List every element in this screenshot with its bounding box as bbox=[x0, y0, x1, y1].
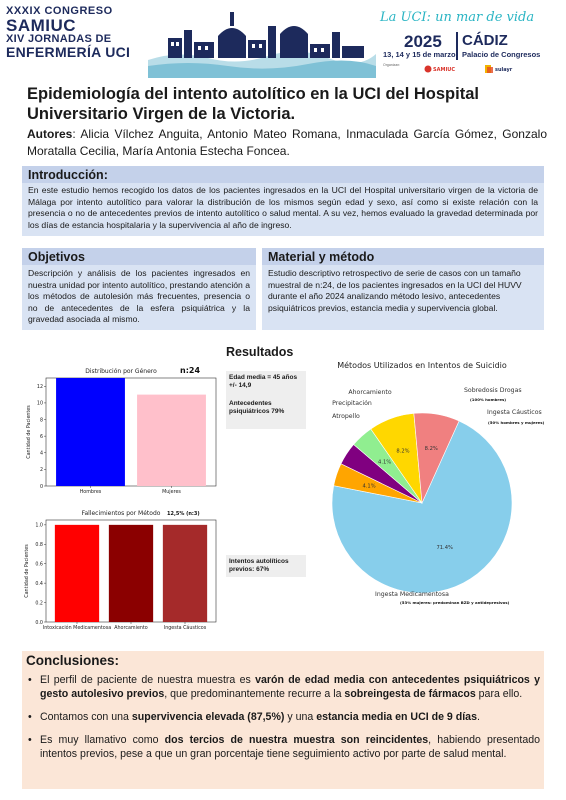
y-tick-label: 10 bbox=[36, 401, 43, 407]
age-stats-box bbox=[226, 371, 306, 429]
y-tick-label: 4 bbox=[39, 451, 43, 457]
y-tick-label: 0.4 bbox=[35, 581, 43, 587]
pie-label: Ingesta Cáusticos bbox=[487, 409, 542, 416]
previous-attempts-stat: Intentos autolíticos previos: 67% bbox=[229, 558, 289, 573]
conclusions-title: Conclusiones: bbox=[26, 653, 120, 668]
svg-text:sulayr: sulayr bbox=[495, 67, 513, 73]
congress-logo bbox=[6, 6, 136, 59]
poster-title: Epidemiología del intento autolítico en la UCI del Hospital Universitario Virgen de la Victoria. bbox=[27, 85, 479, 123]
conclusion-highlight: supervivencia elevada (87,5%) bbox=[131, 711, 285, 723]
chart-annotation: n:24 bbox=[180, 366, 201, 375]
bar-mujeres bbox=[137, 395, 206, 486]
mean-age-stat: Edad media = 45 años +/- 14,9 bbox=[229, 374, 298, 389]
results-title: Resultados bbox=[226, 345, 294, 359]
conclusion-highlight: varón de edad media con antecedentes psiquiátricos y gesto autolesivo previos bbox=[40, 674, 540, 700]
cadiz-skyline-illustration bbox=[148, 0, 376, 78]
conclusion-item bbox=[28, 710, 540, 724]
conclusion-item bbox=[28, 673, 540, 701]
header-divider bbox=[456, 32, 458, 60]
congress-line-3: XIV JORNADAS DE bbox=[6, 33, 112, 45]
congress-city: CÁDIZ bbox=[462, 32, 508, 49]
methods-text: Estudio descriptivo retrospectivo de serie de casos con un tamaño muestral de n:24, de los pacientes ingresados en la UCI del HUVV durante el año 2024 analizando método lesivo, antecedentes psiquiátricos previos, estancia media y supervivencia global. bbox=[268, 268, 522, 313]
conclusion-highlight: sobreingesta de fármacos bbox=[344, 688, 476, 700]
pie-note: (53% mujeres: predominan BZD y antidepresivos) bbox=[400, 600, 510, 605]
x-tick-label: Mujeres bbox=[162, 490, 181, 495]
y-axis-label: Cantidad de Pacientes bbox=[27, 405, 32, 459]
conclusion-text: El perfil de paciente de nuestra muestra es bbox=[40, 674, 256, 686]
deaths-by-method-chart bbox=[22, 508, 222, 636]
pie-label: Ahorcamiento bbox=[348, 389, 392, 396]
samiuc-logo bbox=[424, 64, 456, 74]
tagline: La UCI: un mar de vida bbox=[380, 10, 535, 25]
y-tick-label: 1.0 bbox=[35, 523, 43, 529]
authors-list: : Alicia Vílchez Anguita, Antonio Mateo Romana, Inmaculada García Gómez, Gonzalo Moratalla Cecilia, María Antonia Estecha Foncea. bbox=[27, 127, 547, 158]
methods-title: Material y método bbox=[262, 248, 544, 265]
x-tick-label: Ingesta Cáusticos bbox=[163, 626, 207, 631]
y-tick-label: 0.2 bbox=[35, 601, 43, 607]
congress-year: 2025 bbox=[404, 32, 442, 51]
authors-label: Autores bbox=[27, 127, 73, 141]
congress-line-4: ENFERMERÍA UCI bbox=[6, 44, 131, 60]
conclusion-text: , que predominantemente recurre a la bbox=[164, 688, 345, 700]
authors bbox=[27, 126, 547, 160]
suicide-methods-pie-chart bbox=[300, 358, 558, 640]
congress-line-1: XXXIX CONGRESO bbox=[6, 5, 113, 17]
chart-annotation: 12,5% (n:3) bbox=[167, 511, 200, 517]
bar-ingesta-c-usticos bbox=[163, 525, 207, 622]
pie-pct-label: 8.2% bbox=[396, 448, 410, 455]
conclusion-text: . bbox=[476, 711, 480, 723]
conclusion-item bbox=[28, 733, 540, 761]
bar-ahorcamiento bbox=[109, 525, 153, 622]
y-tick-label: 6 bbox=[39, 434, 43, 440]
pie-label: Precipitación bbox=[332, 400, 372, 407]
pie-label: Sobredosis Drogas bbox=[464, 387, 522, 394]
x-tick-label: Intoxicación Medicamentosa bbox=[42, 626, 112, 631]
sulayr-logo bbox=[484, 64, 516, 74]
congress-venue: Palacio de Congresos bbox=[462, 50, 541, 59]
x-tick-label: Ahorcamiento bbox=[114, 626, 148, 631]
conclusion-text: y una bbox=[284, 711, 317, 723]
pie-note: (50% hombres y mujeres) bbox=[488, 420, 545, 425]
conclusion-text: Contamos con una bbox=[40, 711, 132, 723]
conclusions-section bbox=[22, 651, 544, 789]
psychiatric-history-stat: Antecedentes psiquiátricos 79% bbox=[229, 400, 285, 415]
conclusions-list bbox=[28, 673, 540, 770]
objectives-section bbox=[22, 248, 256, 330]
introduction-section bbox=[22, 166, 544, 236]
pie-note: (100% hombres) bbox=[470, 397, 507, 402]
methods-section bbox=[262, 248, 544, 330]
pie-pct-label: 4.1% bbox=[362, 483, 376, 490]
y-tick-label: 0.0 bbox=[35, 620, 43, 626]
y-tick-label: 0.8 bbox=[35, 543, 43, 549]
y-axis-label: Cantidad de Pacientes bbox=[25, 544, 30, 598]
chart-title: Métodos Utilizados en Intentos de Suicidio bbox=[337, 361, 507, 370]
svg-text:SAMIUC: SAMIUC bbox=[433, 67, 456, 73]
objectives-text: Descripción y análisis de los pacientes ingresados en nuestra unidad por intento autolítico, prestando atención a los métodos de autolesión más frecuentes, presencia o no de antecedentes de la esfera psiquiátrica y la gravedad asociada al mismo. bbox=[28, 268, 250, 324]
y-tick-label: 8 bbox=[39, 418, 43, 424]
conclusion-text: Es muy llamativo como bbox=[40, 734, 165, 746]
conclusion-highlight: dos tercios de nuestra muestra son reincidentes bbox=[164, 734, 429, 746]
conclusion-text: , habiendo presentado intentos previos, pese a que un gran porcentaje tiene seguimiento activo por parte de salud mental. bbox=[40, 734, 541, 760]
pie-pct-label: 71.4% bbox=[436, 544, 453, 551]
y-tick-label: 2 bbox=[39, 468, 43, 474]
introduction-title: Introducción: bbox=[22, 166, 544, 183]
chart-title: Distribución por Género bbox=[85, 368, 157, 375]
y-tick-label: 0.6 bbox=[35, 562, 43, 568]
chart-title: Fallecimientos por Método bbox=[81, 510, 161, 517]
bar-hombres bbox=[56, 378, 125, 486]
objectives-title: Objetivos bbox=[22, 248, 256, 265]
y-tick-label: 0 bbox=[39, 484, 43, 490]
pie-label: Ingesta Medicamentosa bbox=[375, 591, 449, 598]
introduction-text: En este estudio hemos recogido los datos de los pacientes ingresados en la UCI del Hospital universitario virgen de la victoria de Málaga por intento autolítico para valorar la distribución de los mismos según edad y sexo, así como si existe relación con la presencia o no de antecedentes previos de intento autolítico o salud mental. A su vez, hemos evaluado la gravedad determinada por los días de estancia hospitalaria y la supervivencia al año de ingreso. bbox=[28, 185, 538, 230]
pie-pct-label: 4.1% bbox=[378, 459, 392, 466]
conclusion-text: para ello. bbox=[475, 688, 523, 700]
congress-dates: 13, 14 y 15 de marzo bbox=[383, 50, 456, 59]
previous-attempts-box bbox=[226, 555, 306, 577]
congress-line-2: SAMIUC bbox=[6, 16, 77, 35]
conclusion-highlight: estancia media en UCI de 9 días bbox=[316, 711, 477, 723]
bar-intoxicaci-n-medicamentosa bbox=[55, 525, 99, 622]
pie-label: Atropello bbox=[332, 413, 360, 420]
gender-distribution-chart bbox=[22, 362, 222, 502]
organizers-label: Organizan: bbox=[383, 63, 401, 67]
x-tick-label: Hombres bbox=[79, 490, 102, 495]
header-banner bbox=[0, 0, 566, 78]
pie-pct-label: 8.2% bbox=[424, 445, 438, 452]
y-tick-label: 12 bbox=[36, 385, 43, 391]
